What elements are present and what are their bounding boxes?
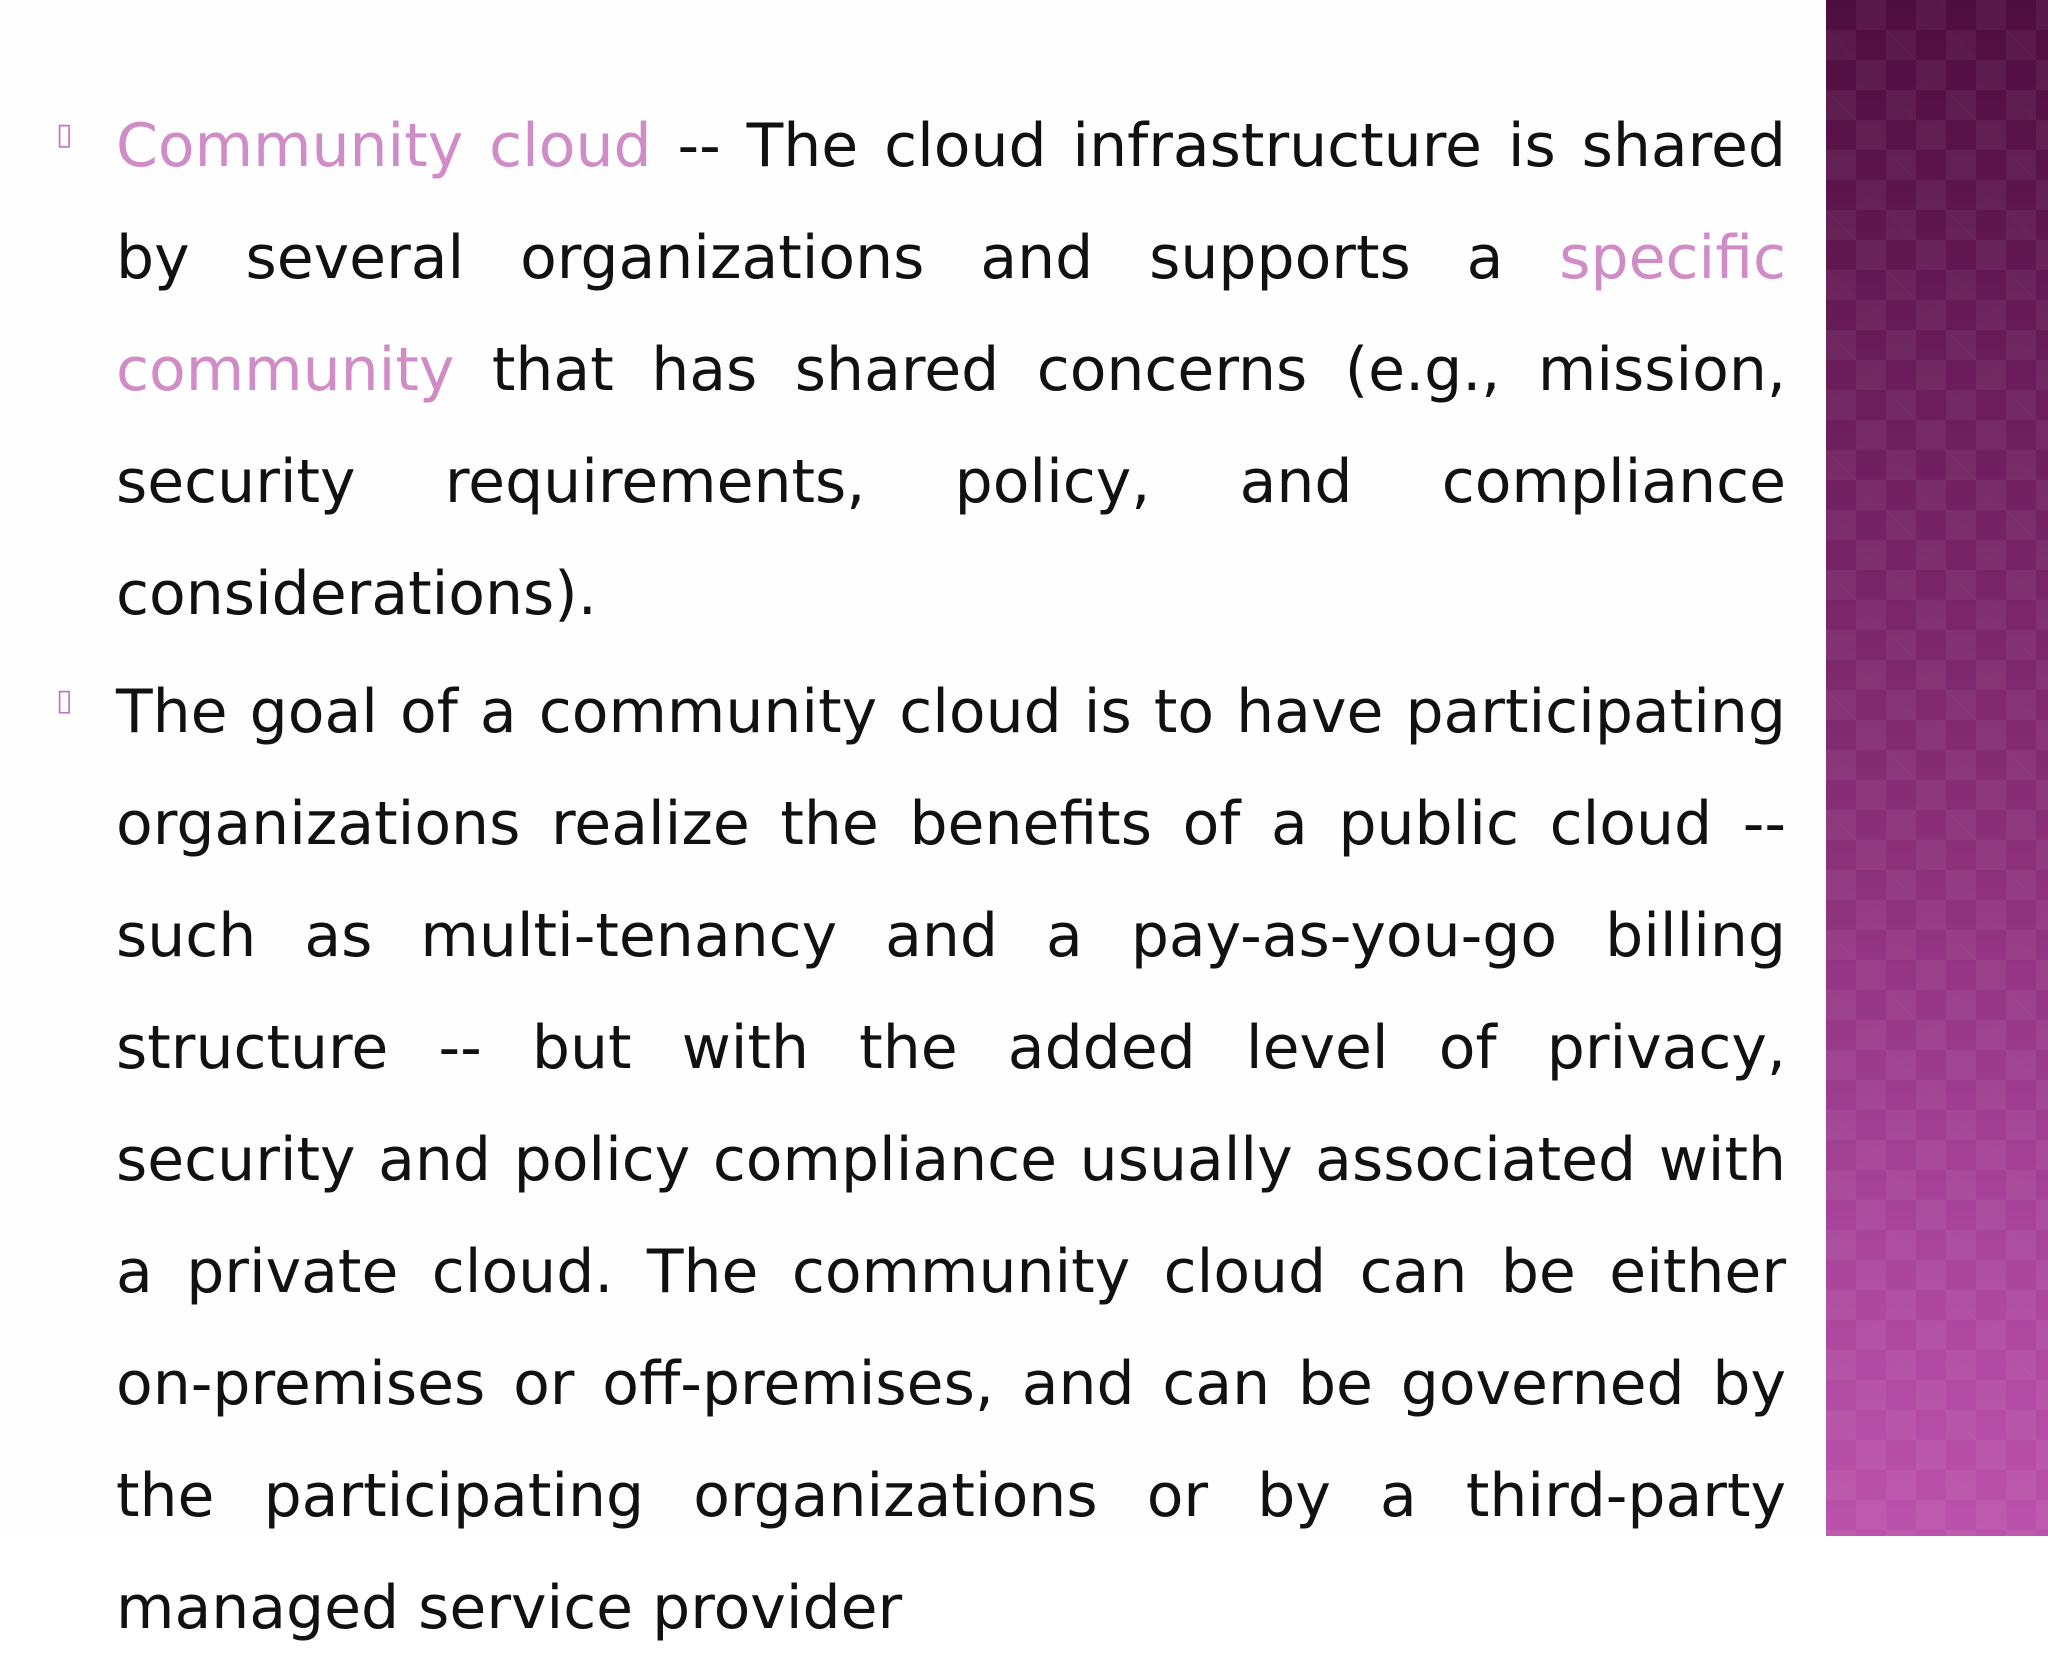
bullet-item-goal [56, 656, 1786, 1664]
bullet-body-text: -- The cloud infrastructure is shared by several organizations and supports a [116, 111, 1787, 293]
highlight-community-cloud: Community cloud [116, 111, 652, 181]
highlight-specific-community: specific community [116, 223, 1786, 405]
bullet-text: The goal of a community cloud is to have participating organizations realize the benefits of a public cloud -- such as multi-tenancy and a pay-as-you-go billing structure -- but with the added level of privacy, security and policy compliance usually associated with a private cloud. The community cloud can be either on-premises or off-premises, and can be governed by the participating organizations or by a third-party managed service provider [116, 677, 1786, 1643]
bullet-text [116, 90, 1786, 650]
bullet-item-community-cloud [56, 90, 1786, 650]
square-bullet-icon: ▯ [56, 117, 73, 152]
square-bullet-icon: ▯ [56, 683, 73, 718]
bullet-body-text: that has shared concerns (e.g., mission, security requirements, policy, and compliance considerations). [116, 335, 1786, 629]
decorative-side-band [1826, 0, 2048, 1536]
bullet-list [56, 90, 1786, 1670]
diamond-pattern [1826, 0, 2048, 1536]
